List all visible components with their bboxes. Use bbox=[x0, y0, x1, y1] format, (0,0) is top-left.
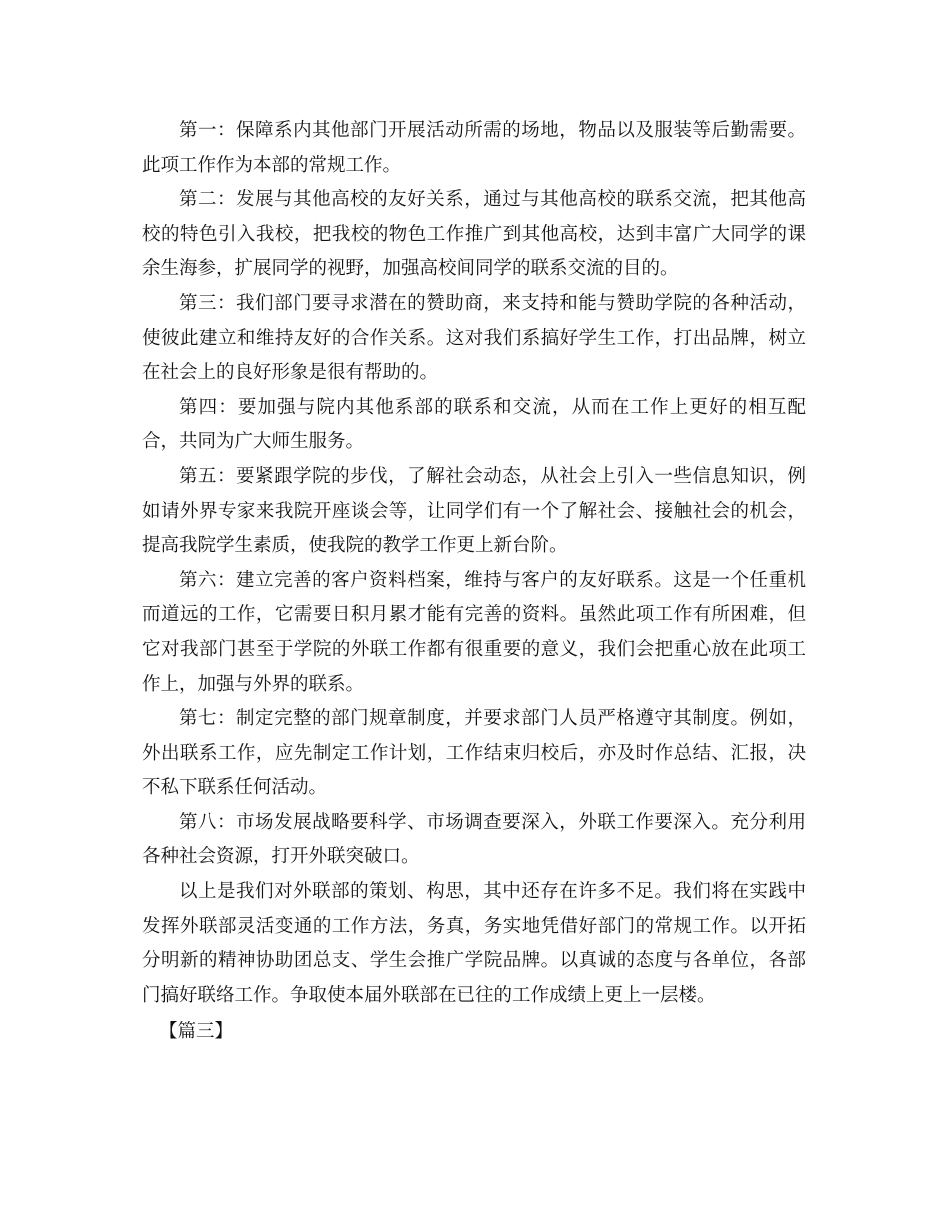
paragraph-7: 第七：制定完整的部门规章制度，并要求部门人员严格遵守其制度。例如，外出联系工作，应先制定工作计划，工作结束归校后，亦及时作总结、汇报，决不私下联系任何活动。 bbox=[142, 708, 806, 799]
paragraph-8: 第八：市场发展战略要科学、市场调查要深入，外联工作要深入。充分利用各种社会资源，打开外联突破口。 bbox=[142, 811, 806, 868]
paragraph-1: 第一：保障系内其他部门开展活动所需的场地，物品以及服装等后勤需要。此项工作作为本部的常规工作。 bbox=[142, 120, 806, 176]
paragraph-5: 第五：要紧跟学院的步伐，了解社会动态，从社会上引入一些信息知识，例如请外界专家来我院开座谈会等，让同学们有一个了解社会、接触社会的机会，提高我院学生素质，使我院的教学工作更上新台阶。 bbox=[142, 465, 806, 557]
paragraph-6: 第六：建立完善的客户资料档案，维持与客户的友好联系。这是一个任重机而道远的工作，它需要日积月累才能有完善的资料。虽然此项工作有所困难，但它对我部门甚至于学院的外联工作都有很重要的意义，我们会把重心放在此项工作上，加强与外界的联系。 bbox=[142, 569, 806, 695]
section-heading: 【篇三】 bbox=[159, 1021, 234, 1043]
paragraph-4: 第四：要加强与院内其他系部的联系和交流，从而在工作上更好的相互配合，共同为广大师生服务。 bbox=[142, 396, 806, 453]
paragraph-3: 第三：我们部门要寻求潜在的赞助商，来支持和能与赞助学院的各种活动，使彼此建立和维持友好的合作关系。这对我们系搞好学生工作，打出品牌，树立在社会上的良好形象是很有帮助的。 bbox=[142, 292, 806, 384]
paragraph-9: 以上是我们对外联部的策划、构思，其中还存在许多不足。我们将在实践中发挥外联部灵活变通的工作方法，务真，务实地凭借好部门的常规工作。以开拓分明新的精神协助团总支、学生会推广学院品牌。以真诚的态度与各单位，各部门搞好联络工作。争取使本届外联部在已往的工作成绩上更上一层楼。 bbox=[142, 881, 806, 1006]
paragraph-2: 第二：发展与其他高校的友好关系，通过与其他高校的联系交流，把其他高校的特色引入我校，把我校的物色工作推广到其他高校，达到丰富广大同学的课余生海参，扩展同学的视野，加强高校间同学的联系交流的目的。 bbox=[142, 189, 806, 280]
document-body bbox=[142, 114, 806, 1050]
